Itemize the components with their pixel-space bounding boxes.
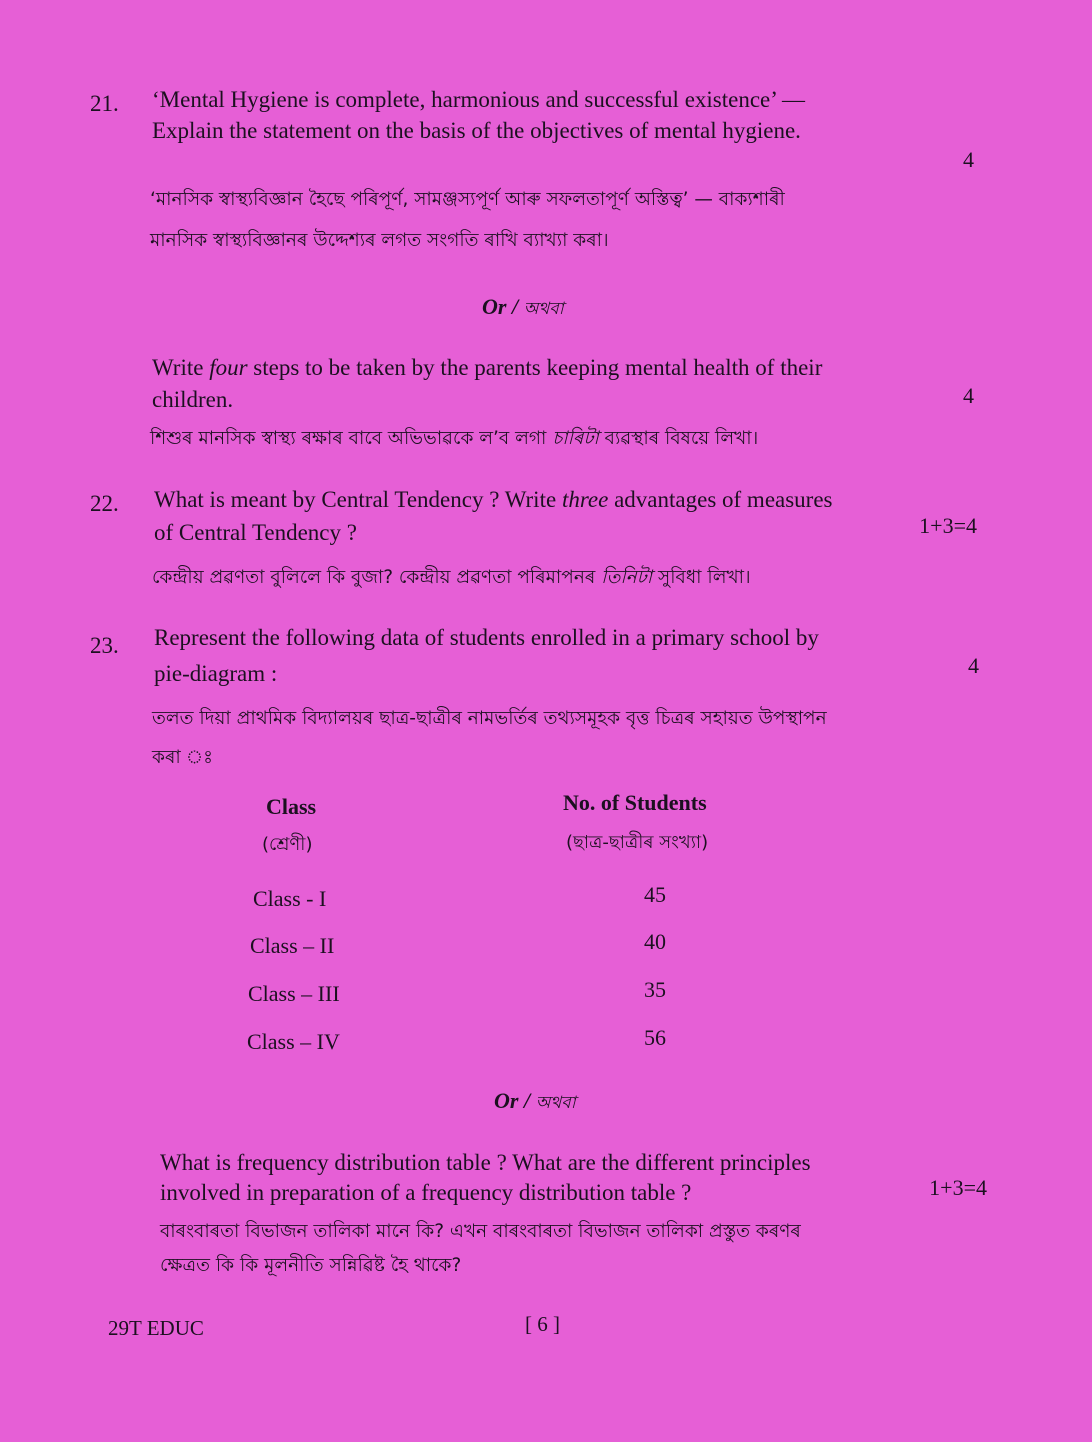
footer-page-number: [ 6 ]	[525, 1312, 560, 1336]
or-label: Or /	[494, 1088, 531, 1113]
table-header-students: No. of Students	[563, 790, 707, 815]
table-cell-students: 40	[644, 929, 666, 954]
question-23-line-1: Represent the following data of students enrolled in a primary school by	[154, 625, 819, 650]
question-23-alt-assamese-line-1: বাৰংবাৰতা বিভাজন তালিকা মানে কি? এখন বাৰংবাৰতা বিভাজন তালিকা প্ৰস্তুত কৰণৰ	[160, 1221, 801, 1242]
question-21-line-1: ‘Mental Hygiene is complete, harmonious and successful existence’ —	[152, 87, 805, 112]
question-22-number: 22.	[90, 491, 119, 516]
emphasis-text: তিনিটা	[601, 567, 653, 588]
question-21-or-divider	[482, 294, 564, 324]
text-segment: What is meant by Central Tendency ? Write	[154, 487, 562, 512]
table-cell-students: 35	[644, 977, 666, 1002]
table-cell-class: Class - I	[253, 886, 327, 911]
question-23-or-divider	[494, 1088, 576, 1118]
table-cell-class: Class – IV	[247, 1029, 340, 1054]
table-header-students-assamese: (ছাত্ৰ-ছাত্ৰীৰ সংখ্যা)	[566, 832, 709, 853]
question-21-line-2: Explain the statement on the basis of the objectives of mental hygiene.	[152, 118, 801, 143]
table-header-class: Class	[266, 794, 317, 819]
table-cell-class: Class – III	[248, 981, 340, 1006]
question-23-alt-assamese-line-2: ক্ষেত্ৰত কি কি মূলনীতি সন্নিৱিষ্ট হৈ থাকে?	[160, 1255, 462, 1276]
question-21-marks: 4	[963, 147, 974, 172]
text-segment: ব্যৱস্থাৰ বিষয়ে লিখা।	[598, 428, 759, 449]
question-21-alt-assamese	[150, 423, 758, 455]
emphasis-text: three	[561, 487, 609, 512]
question-21-assamese-line-1: ‘মানসিক স্বাস্থ্যবিজ্ঞান হৈছে পৰিপূৰ্ণ, সামঞ্জস্যপূৰ্ণ আৰু সফলতাপূৰ্ণ অস্তিত্ব’ — বাক্যশাৰী	[150, 189, 785, 210]
or-label-assamese: অথবা	[535, 1093, 576, 1113]
text-segment: কেন্দ্ৰীয় প্ৰৱণতা বুলিলে কি বুজা? কেন্দ্ৰীয় প্ৰৱণতা পৰিমাপনৰ	[152, 567, 602, 588]
text-segment: Write	[152, 355, 210, 380]
question-23-number: 23.	[90, 633, 119, 658]
text-segment: steps to be taken by the parents keeping mental health of their	[247, 355, 823, 380]
table-cell-class: Class – II	[250, 933, 335, 958]
or-label-assamese: অথবা	[523, 299, 564, 319]
text-segment: advantages of measures	[608, 487, 833, 512]
question-23-alt-marks: 1+3=4	[929, 1175, 987, 1200]
question-21-alt-line-2: children.	[152, 387, 234, 412]
question-22-line-2: of Central Tendency ?	[154, 520, 357, 545]
question-23-assamese-line-2: কৰা ঃ	[152, 747, 214, 768]
question-22-line-1	[154, 484, 833, 516]
question-23-alt-line-2: involved in preparation of a frequency distribution table ?	[160, 1180, 692, 1205]
text-segment: সুবিধা লিখা।	[652, 567, 751, 588]
or-label: Or /	[482, 294, 519, 319]
table-cell-students: 56	[644, 1025, 666, 1050]
table-header-class-assamese: (শ্ৰেণী)	[262, 834, 313, 855]
question-21-assamese-line-2: মানসিক স্বাস্থ্যবিজ্ঞানৰ উদ্দেশ্যৰ লগত সংগতি ৰাখি ব্যাখ্যা কৰা।	[150, 230, 609, 251]
question-23-marks: 4	[968, 653, 979, 678]
question-21-alt-line-1	[152, 352, 822, 384]
question-21-number: 21.	[90, 91, 119, 116]
emphasis-text: চাৰিটা	[552, 428, 599, 449]
table-cell-students: 45	[644, 882, 666, 907]
question-21-alt-marks: 4	[963, 383, 974, 408]
question-23-line-2: pie-diagram :	[154, 661, 278, 686]
question-23-assamese-line-1: তলত দিয়া প্ৰাথমিক বিদ্যালয়ৰ ছাত্ৰ-ছাত্ৰীৰ নামভৰ্তিৰ তথ্যসমূহক বৃত্ত চিত্ৰৰ সহায়ত উপস্থাপন	[152, 708, 827, 729]
text-segment: শিশুৰ মানসিক স্বাস্থ্য ৰক্ষাৰ বাবে অভিভাৱকে ল’ব লগা	[150, 428, 553, 449]
footer-paper-code: 29T EDUC	[108, 1316, 204, 1340]
emphasis-text: four	[209, 355, 248, 380]
question-23-alt-line-1: What is frequency distribution table ? What are the different principles	[160, 1150, 811, 1175]
question-22-assamese	[152, 562, 751, 594]
question-22-marks: 1+3=4	[919, 513, 977, 538]
